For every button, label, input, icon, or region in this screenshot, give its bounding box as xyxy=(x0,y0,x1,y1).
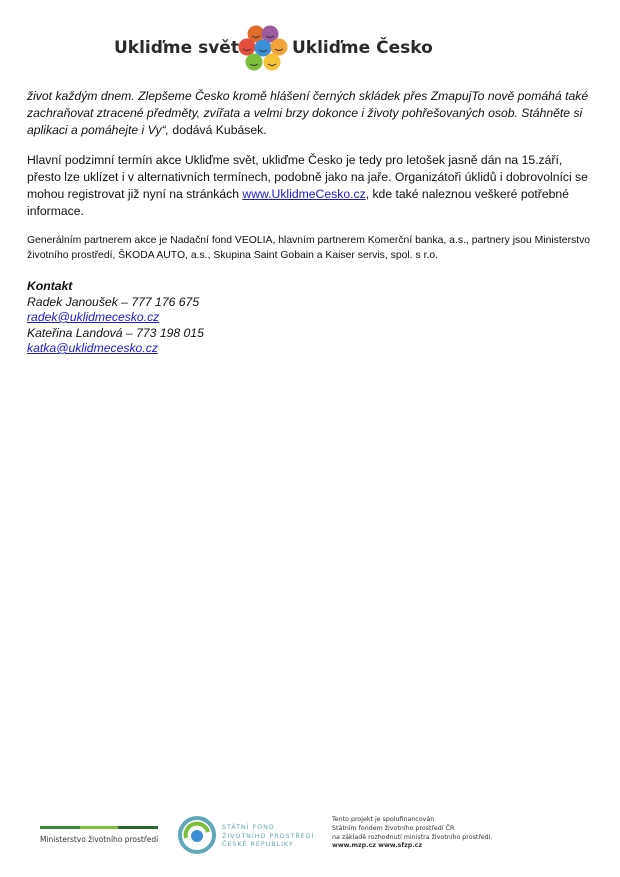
contact-email-2-link[interactable]: katka@uklidmecesko.cz xyxy=(27,341,158,355)
ministry-logo-bar xyxy=(40,826,158,829)
uklidmecesko-link[interactable]: www.UklidmeCesko.cz xyxy=(242,187,366,201)
logo-petal-7 xyxy=(264,54,281,71)
ministry-name: Ministerstvo životního prostředí xyxy=(40,835,159,844)
quote-attribution: dodává Kubásek. xyxy=(169,123,267,137)
sfzp-logo-icon xyxy=(178,816,216,854)
fund-line-3: ČESKÉ REPUBLIKY xyxy=(222,841,294,849)
logo-petal-3 xyxy=(239,39,256,56)
fund-line-1: STÁTNÍ FOND xyxy=(222,824,275,831)
contact-person-2: Kateřina Landová – 773 198 015 xyxy=(27,325,204,340)
document-body xyxy=(27,88,597,357)
note-line-2: Státním fondem životního prostředí ČR xyxy=(332,824,455,832)
logo-petal-4 xyxy=(255,40,272,57)
paragraph-term xyxy=(27,152,597,220)
page-header xyxy=(0,18,620,78)
term-text-tail: , kde také naleznou veškeré potřebné informace. xyxy=(27,187,569,218)
uklidme-flower-logo-icon xyxy=(236,22,290,76)
logo-petal-5 xyxy=(271,39,288,56)
logo-petal-6 xyxy=(246,54,263,71)
contact-title: Kontakt xyxy=(27,279,73,293)
quote-text: život každým dnem. Zlepšeme Česko kromě hlášení černých skládek přes ZmapujTo nově pomáhá také zachraňovat ztracené předměty, zvířata a velmi brzy dokonce i životy pohřešovaných osob. Stáhněte si aplikaci a pomáhejte i Vy“, xyxy=(27,89,589,137)
header-title-right: Ukliďme Česko xyxy=(292,38,433,58)
ministry-logo xyxy=(40,826,158,844)
contact-email-1-link[interactable]: radek@uklidmecesko.cz xyxy=(27,310,160,324)
cofinancing-note xyxy=(332,816,492,851)
contact-person-1: Radek Janoušek – 777 176 675 xyxy=(27,294,200,309)
note-line-1: Tento projekt je spolufinancován xyxy=(332,816,435,823)
contact-block xyxy=(27,279,597,357)
header-title-left: Ukliďme svět xyxy=(114,38,239,58)
fund-name xyxy=(222,824,314,850)
term-text: Hlavní podzimní termín akce Ukliďme svět, ukliďme Česko je tedy pro letošek jasně dán na 15.září, přesto lze uklízet i v alternativních termínech, podobně jako na jaře. Organizátoři úklidů i dobrovolníci se mohou registrovat již nyní na stránkách xyxy=(27,153,588,201)
note-line-3: na základě rozhodnutí ministra životního prostředí. xyxy=(332,833,493,841)
fund-line-2: ŽIVOTNÍHO PROSTŘEDÍ xyxy=(222,832,315,840)
note-links[interactable]: www.mzp.cz www.sfzp.cz xyxy=(332,842,423,850)
paragraph-partners: Generálním partnerem akce je Nadační fond VEOLIA, hlavním partnerem Komerční banka, a.s., partnery jsou Ministerstvo životního prostředí, ŠKODA AUTO, a.s., Skupina Saint Gobain a Kaiser servis, spol. s r.o. xyxy=(27,235,591,261)
page-footer xyxy=(0,812,620,862)
paragraph-quote xyxy=(27,88,597,139)
